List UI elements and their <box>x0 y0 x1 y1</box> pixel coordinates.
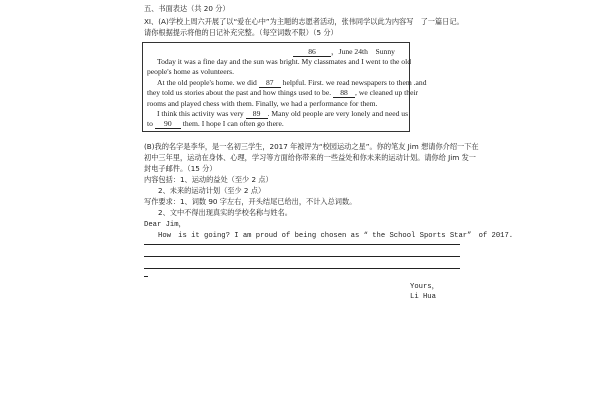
letter-closing: Yours， <box>410 283 439 291</box>
content-label: 内容包括：1、运动的益处（至少 2 点） <box>144 175 273 184</box>
diary-line6: I think this activity was very 89 . Many old people are very lonely and need us <box>157 109 409 118</box>
diary-date <box>293 46 395 57</box>
requirement-label: 写作要求：1、词数 90 字左右，开头结尾已给出，不计入总词数。 <box>144 197 357 206</box>
blank-90[interactable]: 90 <box>155 119 181 129</box>
diary-line1: Today it was a fine day and the sun was bright. My classmates and I went to the old <box>157 57 412 66</box>
letter-greeting: Dear Jim， <box>144 221 186 229</box>
section-heading: 五、书面表达（共 20 分） <box>144 4 230 13</box>
diary-line7: to 90 them. I hope I can often go there. <box>147 119 284 128</box>
writing-line-1[interactable] <box>144 244 460 245</box>
letter-opening: How is it going? I am proud of being chosen as “ the School Sports Star” of 2017. <box>158 232 514 240</box>
blank-87[interactable]: 87 <box>259 78 281 88</box>
part-a-intro-line1: XI、(A)学校上周六开展了以“爱在心中”为主题的志愿者活动，张伟同学以此为内容写 了一篇日记。 <box>144 17 464 26</box>
part-b-line3: 封电子邮件。（15 分） <box>144 164 217 173</box>
writing-line-2[interactable] <box>144 256 460 257</box>
part-b-line1: (B)我的名字是李华，是一名初三学生，2017 年被评为“校园运动之星”。你的笔友 Jim 想请你介绍一下在 <box>144 142 479 151</box>
diary-line4: they told us stories about the past and how things used to be. 88 , we cleaned up their <box>147 88 419 97</box>
blank-86[interactable]: 86 <box>293 47 331 57</box>
part-b-line2: 初中三年里，运动在身体、心理，学习等方面给你带来的一些益处和你未来的运动计划。请你给 Jim 发一 <box>144 153 476 162</box>
letter-signature: Li Hua <box>410 293 436 301</box>
part-a-intro-line2: 请你根据提示将他的日记补充完整。（每空词数不限）（5 分） <box>144 28 338 37</box>
diary-line5: rooms and played chess with them. Finally, we had a performance for them. <box>147 99 378 108</box>
blank-89[interactable]: 89 <box>246 109 268 119</box>
requirement-item2: 2、文中不得出现真实的学校名称与姓名。 <box>158 208 292 217</box>
diary-date-rest: ，June 24th Sunny <box>331 47 395 56</box>
writing-line-3[interactable] <box>144 268 460 269</box>
writing-line-start-mark <box>144 276 148 277</box>
content-item2: 2、未来的运动计划（至少 2 点） <box>158 186 266 195</box>
diary-line2: people's home as volunteers. <box>147 67 234 76</box>
blank-88[interactable]: 88 <box>333 88 355 98</box>
diary-box <box>142 42 427 132</box>
diary-line3: At the old people's home. we did 87 helpful. First. we read newspapers to them .and <box>157 78 427 87</box>
